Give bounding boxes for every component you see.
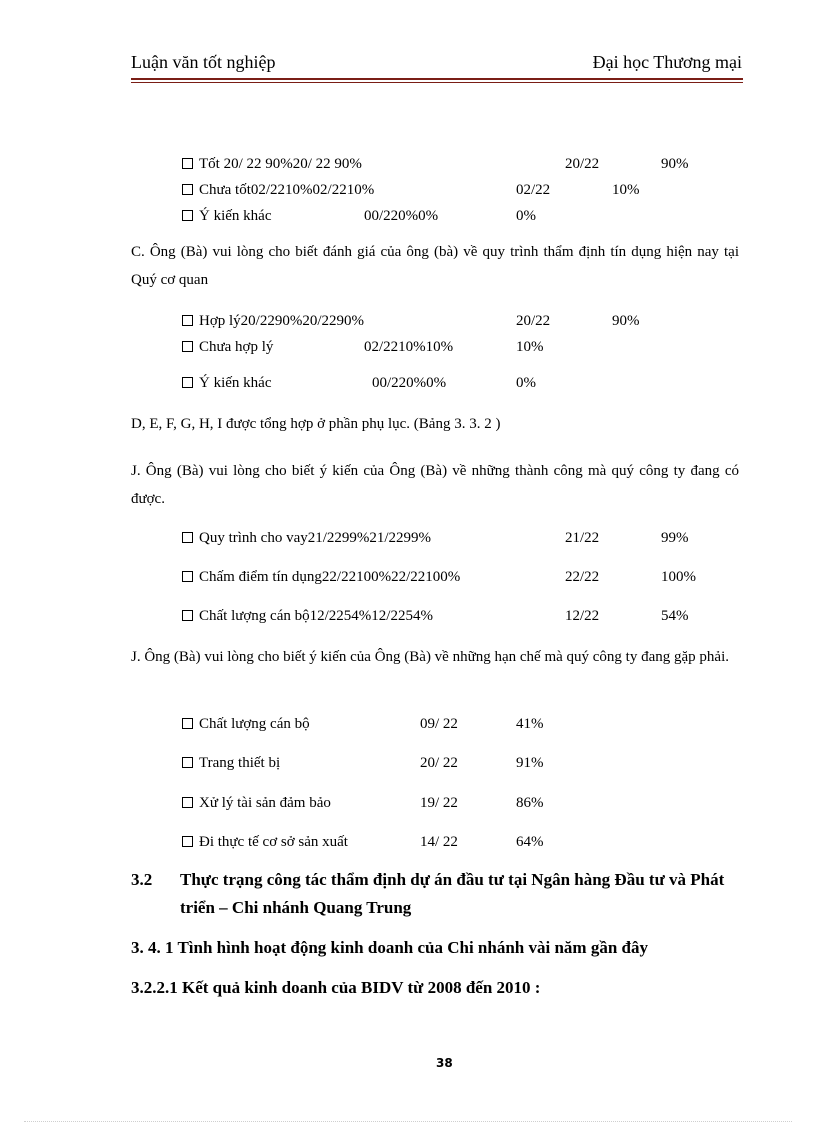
option-row [182, 313, 364, 330]
option-percent: 0% [516, 208, 536, 224]
header-right-title: Đại học Thương mại [592, 52, 742, 72]
checkbox-icon[interactable] [182, 610, 193, 621]
option-label: Quy trình cho vay21/2299%21/2299% [199, 530, 432, 546]
checkbox-icon[interactable] [182, 797, 193, 808]
option-label: Chưa hợp lý [199, 339, 274, 355]
checkbox-icon[interactable] [182, 341, 193, 352]
option-percent: 100% [661, 569, 696, 585]
option-label: Chấm điểm tín dụng22/22100%22/22100% [199, 569, 461, 585]
option-label: Hợp lý20/2290%20/2290% [199, 313, 365, 329]
option-percent: 64% [516, 834, 544, 850]
option-percent: 10% [516, 339, 544, 355]
option-label: Xử lý tài sản đảm bảo [199, 795, 331, 811]
section-heading-line2: triển – Chi nhánh Quang Trung [180, 898, 412, 917]
option-row [182, 795, 331, 812]
option-row [182, 716, 310, 733]
header-left-title: Luận văn tốt nghiệp [131, 52, 276, 72]
option-fraction: 02/2210%10% [364, 339, 454, 355]
option-percent: 0% [516, 375, 536, 391]
header-rule-thin [131, 82, 743, 83]
option-label: Ý kiến khác [199, 375, 272, 391]
question-c: C. Ông (Bà) vui lòng cho biết đánh giá của ông (bà) về quy trình thẩm định tín dụng hiện nay tại Quý cơ quan [131, 244, 739, 288]
checkbox-icon[interactable] [182, 836, 193, 847]
option-fraction: 12/22 [565, 608, 600, 624]
option-percent: 86% [516, 795, 544, 811]
option-row [182, 208, 271, 225]
header-rule-thick [131, 78, 743, 80]
option-fraction: 09/ 22 [420, 716, 458, 732]
sub-subsection-heading: 3.2.2.1 Kết quả kinh doanh của BIDV từ 2008 đến 2010 : [131, 978, 541, 997]
checkbox-icon[interactable] [182, 571, 193, 582]
checkbox-icon[interactable] [182, 377, 193, 388]
section-heading-line1: Thực trạng công tác thẩm định dự án đầu tư tại Ngân hàng Đầu tư và Phát [180, 870, 725, 889]
page-number: 38 [436, 1056, 453, 1070]
checkbox-icon[interactable] [182, 158, 193, 169]
appendix-note: D, E, F, G, H, I được tổng hợp ở phần phụ lục. (Bảng 3. 3. 2 ) [131, 416, 501, 432]
option-fraction: 21/22 [565, 530, 600, 546]
option-row [182, 608, 433, 625]
checkbox-icon[interactable] [182, 210, 193, 221]
option-label: Đi thực tế cơ sở sản xuất [199, 834, 348, 850]
option-row [182, 339, 273, 356]
section-number: 3.2 [131, 870, 153, 889]
checkbox-icon[interactable] [182, 315, 193, 326]
option-row [182, 834, 348, 851]
subsection-heading: 3. 4. 1 Tình hình hoạt động kinh doanh của Chi nhánh vài năm gần đây [131, 938, 648, 957]
option-label: Chất lượng cán bộ [199, 716, 310, 732]
option-label: Trang thiết bị [199, 755, 281, 771]
option-fraction: 00/220%0% [372, 375, 447, 391]
checkbox-icon[interactable] [182, 757, 193, 768]
option-percent: 41% [516, 716, 544, 732]
option-percent: 91% [516, 755, 544, 771]
option-row [182, 569, 460, 586]
option-fraction: 00/220%0% [364, 208, 439, 224]
checkbox-icon[interactable] [182, 532, 193, 543]
option-percent: 10% [612, 182, 640, 198]
option-fraction: 19/ 22 [420, 795, 458, 811]
option-row [182, 755, 280, 772]
option-label: Ý kiến khác [199, 208, 272, 224]
option-fraction: 20/22 [516, 313, 551, 329]
question-j-success: J. Ông (Bà) vui lòng cho biết ý kiến của Ông (Bà) về những thành công mà quý công ty đang có được. [131, 463, 739, 507]
question-j-limitations: J. Ông (Bà) vui lòng cho biết ý kiến của Ông (Bà) về những hạn chế mà quý công ty đang gặp phải. [131, 649, 729, 665]
option-row [182, 375, 271, 392]
option-fraction: 22/22 [565, 569, 600, 585]
option-percent: 90% [661, 156, 689, 172]
option-fraction: 20/22 [565, 156, 600, 172]
option-fraction: 14/ 22 [420, 834, 458, 850]
option-percent: 90% [612, 313, 640, 329]
option-row [182, 530, 431, 547]
option-percent: 99% [661, 530, 689, 546]
option-label: Tốt 20/ 22 90%20/ 22 90% [199, 156, 362, 172]
checkbox-icon[interactable] [182, 718, 193, 729]
option-percent: 54% [661, 608, 689, 624]
option-row [182, 182, 374, 199]
page-bottom-dotted-rule [24, 1121, 792, 1122]
option-row [182, 156, 362, 173]
option-fraction: 02/22 [516, 182, 551, 198]
option-label: Chất lượng cán bộ12/2254%12/2254% [199, 608, 433, 624]
option-label: Chưa tốt02/2210%02/2210% [199, 182, 375, 198]
option-fraction: 20/ 22 [420, 755, 458, 771]
checkbox-icon[interactable] [182, 184, 193, 195]
